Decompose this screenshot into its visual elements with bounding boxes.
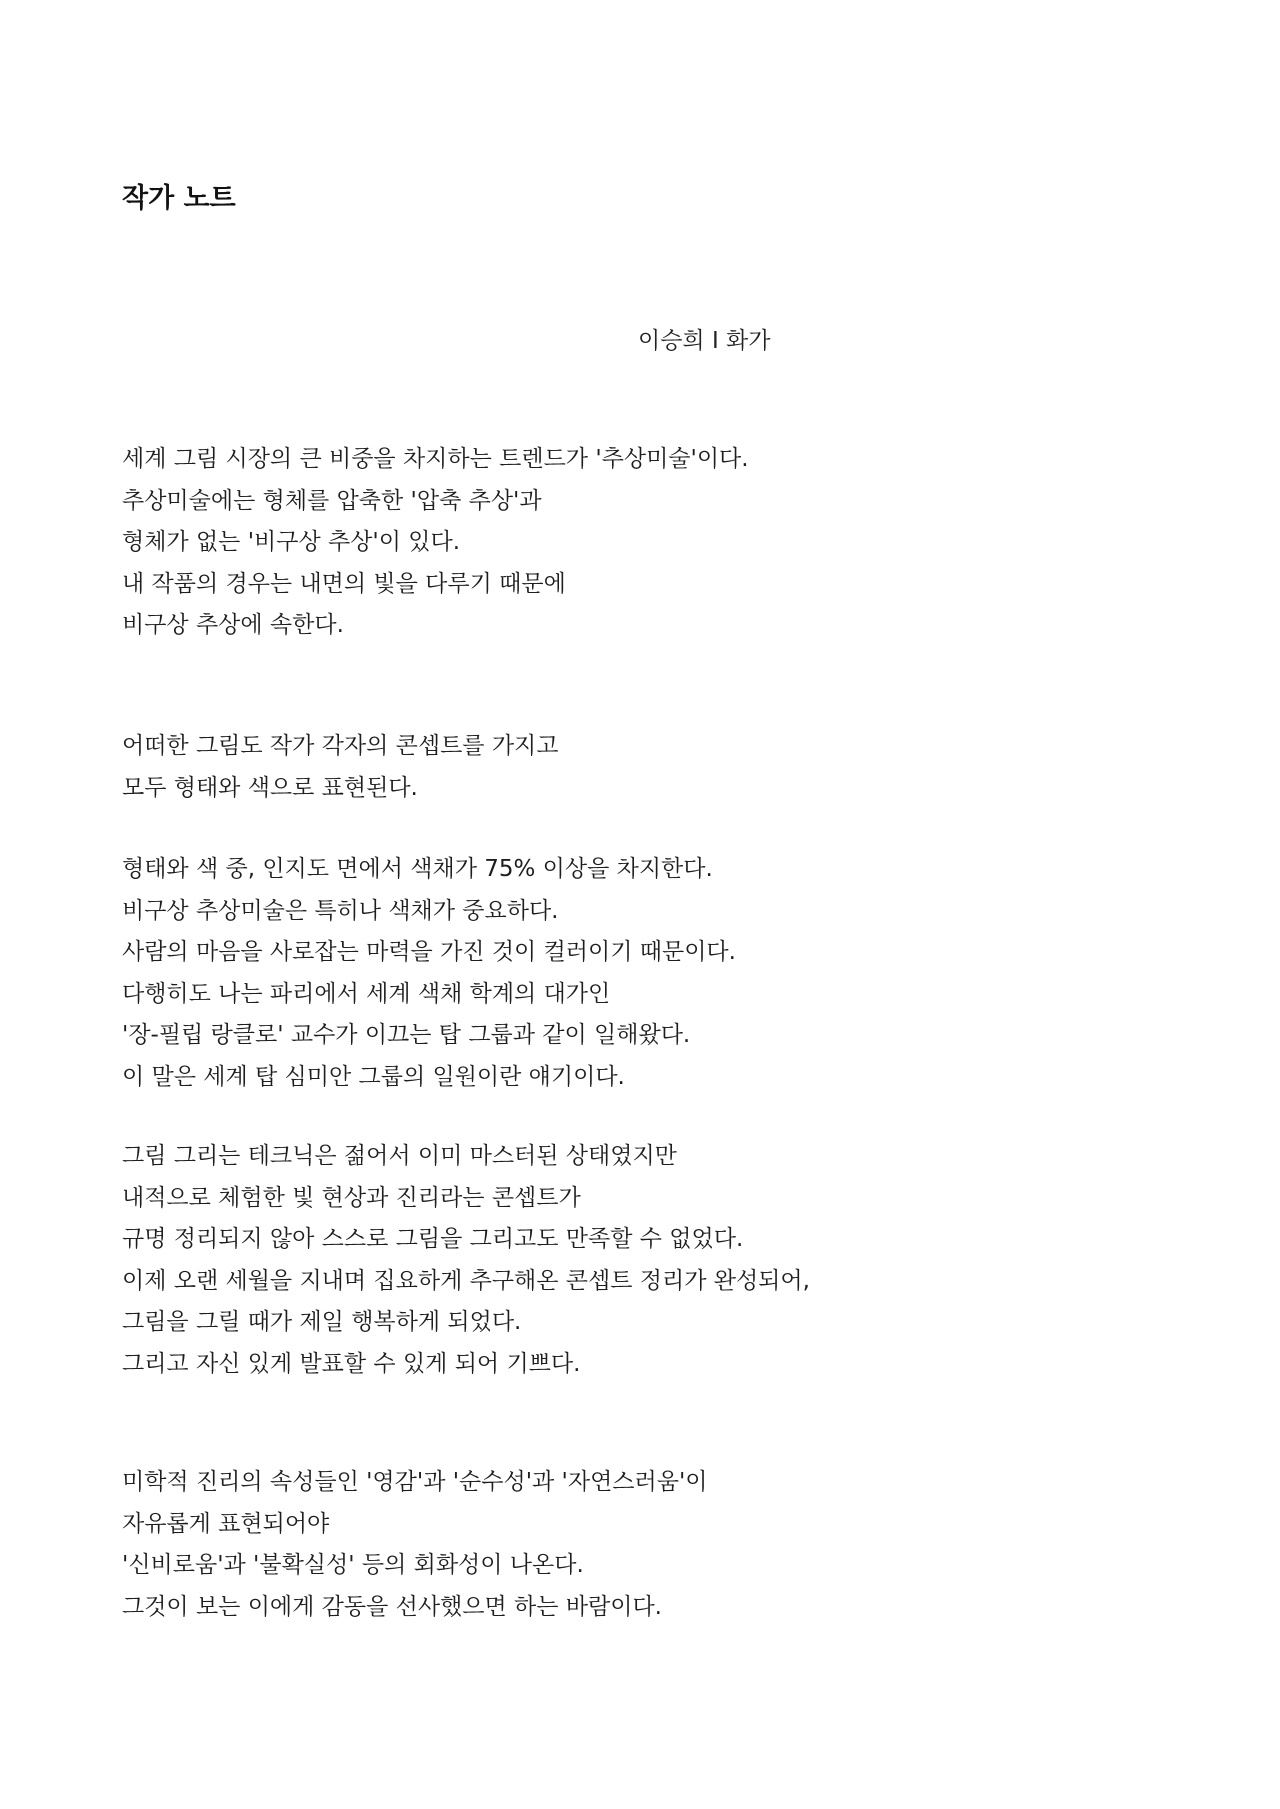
- paragraph-line: '장-필립 랑클로' 교수가 이끄는 탑 그룹과 같이 일해왔다.: [122, 1022, 691, 1048]
- paragraph-line: 그리고 자신 있게 발표할 수 있게 되어 기쁘다.: [122, 1350, 581, 1377]
- paragraph-color: [122, 849, 1202, 1098]
- paragraph-aesthetics: [122, 1462, 1202, 1628]
- paragraph-line: 그것이 보는 이에게 감동을 선사했으면 하는 바람이다.: [122, 1593, 662, 1620]
- paragraph-line: 내적으로 체험한 빛 현상과 진리라는 콘셉트가: [122, 1184, 581, 1211]
- paragraph-line: 이제 오랜 세월을 지내며 집요하게 추구해온 콘셉트 정리가 완성되어,: [122, 1267, 810, 1294]
- paragraph-concept: [122, 726, 1202, 809]
- paragraph-line: 자유롭게 표현되어야: [122, 1510, 330, 1537]
- paragraph-technique: [122, 1136, 1202, 1385]
- paragraph-line: 형태와 색 중, 인지도 면에서 색채가 75% 이상을 차지한다.: [122, 856, 713, 882]
- paragraph-line: '신비로움'과 '불확실성' 등의 회화성이 나온다.: [122, 1552, 584, 1578]
- paragraph-line: 비구상 추상미술은 특히나 색채가 중요하다.: [122, 897, 559, 924]
- paragraph-line: 어떠한 그림도 작가 각자의 콘셉트를 가지고: [122, 733, 559, 759]
- paragraph-line: 규명 정리되지 않아 스스로 그림을 그리고도 만족할 수 없었다.: [122, 1226, 744, 1252]
- author-byline: 이승희 I 화가: [638, 328, 771, 354]
- paragraph-line: 추상미술에는 형체를 압축한 '압축 추상'과: [122, 487, 542, 514]
- paragraph-abstract-art: [122, 439, 1202, 647]
- paragraph-line: 이 말은 세계 탑 심미안 그룹의 일원이란 얘기이다.: [122, 1063, 625, 1090]
- paragraph-line: 모두 형태와 색으로 표현된다.: [122, 774, 418, 801]
- paragraph-line: 미학적 진리의 속성들인 '영감'과 '순수성'과 '자연스러움'이: [122, 1469, 708, 1495]
- paragraph-line: 비구상 추상에 속한다.: [122, 612, 344, 638]
- paragraph-line: 세계 그림 시장의 큰 비중을 차지하는 트렌드가 '추상미술'이다.: [122, 446, 749, 472]
- paragraph-line: 내 작품의 경우는 내면의 빛을 다루기 때문에: [122, 570, 566, 597]
- paragraph-line: 사람의 마음을 사로잡는 마력을 가진 것이 컬러이기 때문이다.: [122, 939, 736, 965]
- page-title: 작가 노트: [122, 183, 236, 215]
- paragraph-line: 형체가 없는 '비구상 추상'이 있다.: [122, 529, 461, 555]
- paragraph-line: 다행히도 나는 파리에서 세계 색채 학계의 대가인: [122, 980, 611, 1007]
- paragraph-line: 그림 그리는 테크닉은 젊어서 이미 마스터된 상태였지만: [122, 1143, 677, 1169]
- paragraph-line: 그림을 그릴 때가 제일 행복하게 되었다.: [122, 1309, 522, 1335]
